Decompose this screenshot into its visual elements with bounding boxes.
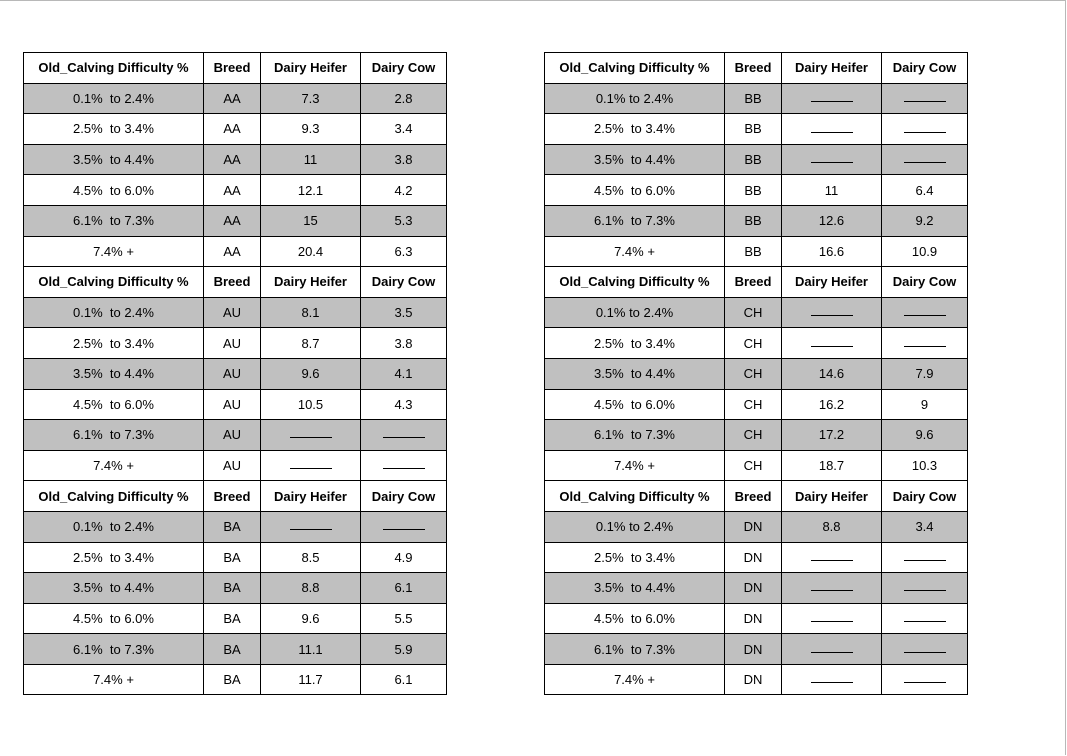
blank-line (811, 621, 853, 622)
dairy-heifer-cell-empty (261, 511, 361, 542)
dairy-heifer-cell: 9.6 (261, 603, 361, 634)
difficulty-range-cell: 6.1% to 7.3% (545, 205, 725, 236)
calving-table-left (23, 52, 447, 695)
breed-cell: BA (204, 542, 261, 573)
breed-cell: BB (725, 175, 782, 206)
dairy-cow-cell: 5.3 (361, 205, 447, 236)
table-row (545, 573, 968, 604)
table-row (24, 664, 447, 695)
dairy-heifer-cell-empty (782, 634, 882, 665)
dairy-heifer-cell: 11 (782, 175, 882, 206)
dairy-cow-cell: 4.9 (361, 542, 447, 573)
dairy-cow-cell-empty (882, 664, 968, 695)
difficulty-range-cell: 7.4% + (24, 236, 204, 267)
dairy-heifer-cell-empty (782, 603, 882, 634)
dairy-cow-cell: 10.9 (882, 236, 968, 267)
dairy-heifer-cell: 9.3 (261, 114, 361, 145)
breed-cell: BA (204, 664, 261, 695)
dairy-cow-cell: 3.4 (361, 114, 447, 145)
table-row (24, 236, 447, 267)
table-row (545, 297, 968, 328)
difficulty-range-cell: 0.1% to 2.4% (24, 511, 204, 542)
difficulty-range-cell: 4.5% to 6.0% (545, 389, 725, 420)
difficulty-range-cell: 3.5% to 4.4% (545, 358, 725, 389)
difficulty-range-cell: 7.4% + (545, 664, 725, 695)
dairy-heifer-cell: 11.7 (261, 664, 361, 695)
table-row (545, 664, 968, 695)
dairy-heifer-cell-empty (261, 420, 361, 451)
blank-line (904, 682, 946, 683)
difficulty-range-cell: 0.1% to 2.4% (545, 511, 725, 542)
column-header: Old_Calving Difficulty % (545, 267, 725, 298)
column-header: Breed (204, 267, 261, 298)
dairy-heifer-cell: 20.4 (261, 236, 361, 267)
blank-line (811, 101, 853, 102)
table-row (24, 511, 447, 542)
column-header: Dairy Heifer (261, 267, 361, 298)
table-row (24, 420, 447, 451)
column-header: Dairy Heifer (782, 481, 882, 512)
breed-cell: CH (725, 358, 782, 389)
column-header: Old_Calving Difficulty % (545, 481, 725, 512)
difficulty-range-cell: 4.5% to 6.0% (24, 389, 204, 420)
blank-line (290, 437, 332, 438)
dairy-cow-cell: 3.8 (361, 144, 447, 175)
table-row (545, 236, 968, 267)
breed-cell: DN (725, 511, 782, 542)
difficulty-range-cell: 0.1% to 2.4% (24, 297, 204, 328)
dairy-heifer-cell-empty (782, 573, 882, 604)
blank-line (383, 529, 425, 530)
blank-line (904, 621, 946, 622)
difficulty-range-cell: 3.5% to 4.4% (24, 358, 204, 389)
table-row (545, 450, 968, 481)
breed-cell: CH (725, 328, 782, 359)
blank-line (811, 590, 853, 591)
blank-line (904, 162, 946, 163)
table-row (24, 114, 447, 145)
dairy-cow-cell: 9 (882, 389, 968, 420)
breed-cell: AA (204, 175, 261, 206)
breed-cell: AU (204, 328, 261, 359)
column-header: Breed (725, 481, 782, 512)
breed-cell: BA (204, 603, 261, 634)
breed-cell: AU (204, 450, 261, 481)
breed-cell: BB (725, 114, 782, 145)
breed-cell: AA (204, 236, 261, 267)
difficulty-range-cell: 2.5% to 3.4% (24, 114, 204, 145)
table-row (24, 450, 447, 481)
table-row (24, 573, 447, 604)
blank-line (904, 560, 946, 561)
difficulty-range-cell: 0.1% to 2.4% (24, 83, 204, 114)
column-header: Breed (725, 267, 782, 298)
dairy-heifer-cell: 7.3 (261, 83, 361, 114)
blank-line (811, 560, 853, 561)
breed-cell: AU (204, 358, 261, 389)
dairy-heifer-cell-empty (782, 114, 882, 145)
table-row (24, 389, 447, 420)
difficulty-range-cell: 6.1% to 7.3% (545, 634, 725, 665)
dairy-cow-cell: 5.5 (361, 603, 447, 634)
difficulty-range-cell: 7.4% + (24, 450, 204, 481)
column-header: Dairy Heifer (782, 267, 882, 298)
table-row (24, 542, 447, 573)
blank-line (904, 652, 946, 653)
calving-table-right (544, 52, 968, 695)
breed-cell: BB (725, 236, 782, 267)
dairy-heifer-cell: 8.1 (261, 297, 361, 328)
table-row (24, 83, 447, 114)
blank-line (904, 315, 946, 316)
table-row (545, 175, 968, 206)
dairy-heifer-cell: 16.6 (782, 236, 882, 267)
dairy-cow-cell: 10.3 (882, 450, 968, 481)
dairy-cow-cell: 2.8 (361, 83, 447, 114)
dairy-cow-cell: 4.2 (361, 175, 447, 206)
difficulty-range-cell: 4.5% to 6.0% (24, 175, 204, 206)
dairy-heifer-cell: 12.1 (261, 175, 361, 206)
dairy-heifer-cell-empty (261, 450, 361, 481)
dairy-heifer-cell: 16.2 (782, 389, 882, 420)
blank-line (904, 346, 946, 347)
blank-line (811, 652, 853, 653)
column-header: Breed (204, 53, 261, 84)
column-header: Dairy Cow (882, 481, 968, 512)
difficulty-range-cell: 2.5% to 3.4% (24, 542, 204, 573)
table-row (545, 420, 968, 451)
column-header: Dairy Cow (361, 481, 447, 512)
difficulty-range-cell: 7.4% + (24, 664, 204, 695)
dairy-cow-cell: 6.1 (361, 664, 447, 695)
dairy-cow-cell-empty (882, 297, 968, 328)
dairy-heifer-cell: 8.8 (782, 511, 882, 542)
difficulty-range-cell: 0.1% to 2.4% (545, 83, 725, 114)
dairy-heifer-cell: 9.6 (261, 358, 361, 389)
header-row (24, 267, 447, 298)
breed-cell: CH (725, 420, 782, 451)
breed-cell: AA (204, 114, 261, 145)
breed-cell: BB (725, 83, 782, 114)
breed-cell: BA (204, 634, 261, 665)
dairy-cow-cell-empty (882, 634, 968, 665)
dairy-cow-cell: 7.9 (882, 358, 968, 389)
difficulty-range-cell: 3.5% to 4.4% (24, 573, 204, 604)
breed-cell: BB (725, 144, 782, 175)
column-header: Old_Calving Difficulty % (545, 53, 725, 84)
difficulty-range-cell: 4.5% to 6.0% (545, 175, 725, 206)
table-row (24, 205, 447, 236)
header-row (545, 267, 968, 298)
breed-cell: BB (725, 205, 782, 236)
breed-cell: CH (725, 297, 782, 328)
difficulty-range-cell: 3.5% to 4.4% (545, 144, 725, 175)
table-row (545, 328, 968, 359)
table-row (24, 603, 447, 634)
column-header: Dairy Heifer (261, 481, 361, 512)
breed-cell: CH (725, 389, 782, 420)
dairy-heifer-cell: 11 (261, 144, 361, 175)
table-row (24, 297, 447, 328)
dairy-heifer-cell: 11.1 (261, 634, 361, 665)
dairy-cow-cell-empty (361, 420, 447, 451)
dairy-cow-cell: 6.3 (361, 236, 447, 267)
blank-line (383, 468, 425, 469)
table-row (24, 328, 447, 359)
difficulty-range-cell: 7.4% + (545, 450, 725, 481)
dairy-heifer-cell-empty (782, 297, 882, 328)
blank-line (290, 468, 332, 469)
difficulty-range-cell: 2.5% to 3.4% (545, 114, 725, 145)
difficulty-range-cell: 2.5% to 3.4% (24, 328, 204, 359)
column-header: Breed (204, 481, 261, 512)
dairy-cow-cell: 6.1 (361, 573, 447, 604)
breed-cell: AU (204, 297, 261, 328)
dairy-heifer-cell: 10.5 (261, 389, 361, 420)
dairy-heifer-cell-empty (782, 542, 882, 573)
breed-cell: BA (204, 511, 261, 542)
dairy-heifer-cell: 8.8 (261, 573, 361, 604)
table-row (24, 144, 447, 175)
blank-line (904, 590, 946, 591)
dairy-cow-cell: 3.5 (361, 297, 447, 328)
blank-line (811, 682, 853, 683)
dairy-cow-cell: 4.3 (361, 389, 447, 420)
column-header: Old_Calving Difficulty % (24, 53, 204, 84)
difficulty-range-cell: 4.5% to 6.0% (24, 603, 204, 634)
dairy-heifer-cell-empty (782, 144, 882, 175)
difficulty-range-cell: 3.5% to 4.4% (24, 144, 204, 175)
column-header: Dairy Cow (361, 53, 447, 84)
table-row (545, 511, 968, 542)
dairy-cow-cell: 3.8 (361, 328, 447, 359)
blank-line (904, 132, 946, 133)
difficulty-range-cell: 3.5% to 4.4% (545, 573, 725, 604)
breed-cell: AU (204, 420, 261, 451)
breed-cell: DN (725, 634, 782, 665)
column-header: Old_Calving Difficulty % (24, 481, 204, 512)
table-row (24, 634, 447, 665)
breed-cell: AA (204, 144, 261, 175)
dairy-heifer-cell-empty (782, 328, 882, 359)
breed-cell: DN (725, 573, 782, 604)
dairy-cow-cell: 6.4 (882, 175, 968, 206)
difficulty-range-cell: 2.5% to 3.4% (545, 328, 725, 359)
blank-line (904, 101, 946, 102)
table-row (545, 389, 968, 420)
table-row (545, 634, 968, 665)
dairy-heifer-cell: 18.7 (782, 450, 882, 481)
blank-line (811, 162, 853, 163)
header-row (24, 481, 447, 512)
difficulty-range-cell: 6.1% to 7.3% (24, 205, 204, 236)
dairy-heifer-cell-empty (782, 664, 882, 695)
dairy-cow-cell-empty (361, 511, 447, 542)
dairy-heifer-cell: 14.6 (782, 358, 882, 389)
difficulty-range-cell: 6.1% to 7.3% (545, 420, 725, 451)
table-row (545, 83, 968, 114)
breed-cell: DN (725, 664, 782, 695)
table-row (545, 205, 968, 236)
dairy-heifer-cell-empty (782, 83, 882, 114)
dairy-heifer-cell: 8.5 (261, 542, 361, 573)
column-header: Old_Calving Difficulty % (24, 267, 204, 298)
table-row (545, 603, 968, 634)
dairy-heifer-cell: 17.2 (782, 420, 882, 451)
dairy-cow-cell: 9.2 (882, 205, 968, 236)
blank-line (290, 529, 332, 530)
column-header: Dairy Heifer (261, 53, 361, 84)
header-row (545, 53, 968, 84)
breed-cell: DN (725, 603, 782, 634)
blank-line (811, 346, 853, 347)
dairy-cow-cell-empty (882, 83, 968, 114)
dairy-heifer-cell: 8.7 (261, 328, 361, 359)
column-header: Dairy Cow (882, 53, 968, 84)
dairy-cow-cell-empty (882, 328, 968, 359)
blank-line (811, 132, 853, 133)
table-row (545, 358, 968, 389)
header-row (24, 53, 447, 84)
breed-cell: AU (204, 389, 261, 420)
dairy-cow-cell: 9.6 (882, 420, 968, 451)
dairy-cow-cell-empty (882, 144, 968, 175)
dairy-cow-cell-empty (882, 114, 968, 145)
difficulty-range-cell: 0.1% to 2.4% (545, 297, 725, 328)
dairy-heifer-cell: 12.6 (782, 205, 882, 236)
column-header: Dairy Heifer (782, 53, 882, 84)
difficulty-range-cell: 2.5% to 3.4% (545, 542, 725, 573)
column-header: Breed (725, 53, 782, 84)
column-header: Dairy Cow (882, 267, 968, 298)
breed-cell: CH (725, 450, 782, 481)
breed-cell: DN (725, 542, 782, 573)
header-row (545, 481, 968, 512)
table-row (24, 358, 447, 389)
dairy-cow-cell: 5.9 (361, 634, 447, 665)
difficulty-range-cell: 7.4% + (545, 236, 725, 267)
table-row (545, 542, 968, 573)
dairy-heifer-cell: 15 (261, 205, 361, 236)
table-row (545, 114, 968, 145)
column-header: Dairy Cow (361, 267, 447, 298)
table-row (24, 175, 447, 206)
dairy-cow-cell: 4.1 (361, 358, 447, 389)
blank-line (811, 315, 853, 316)
breed-cell: AA (204, 205, 261, 236)
dairy-cow-cell-empty (361, 450, 447, 481)
breed-cell: BA (204, 573, 261, 604)
dairy-cow-cell: 3.4 (882, 511, 968, 542)
dairy-cow-cell-empty (882, 542, 968, 573)
dairy-cow-cell-empty (882, 603, 968, 634)
difficulty-range-cell: 6.1% to 7.3% (24, 634, 204, 665)
difficulty-range-cell: 6.1% to 7.3% (24, 420, 204, 451)
table-row (545, 144, 968, 175)
breed-cell: AA (204, 83, 261, 114)
blank-line (383, 437, 425, 438)
dairy-cow-cell-empty (882, 573, 968, 604)
difficulty-range-cell: 4.5% to 6.0% (545, 603, 725, 634)
